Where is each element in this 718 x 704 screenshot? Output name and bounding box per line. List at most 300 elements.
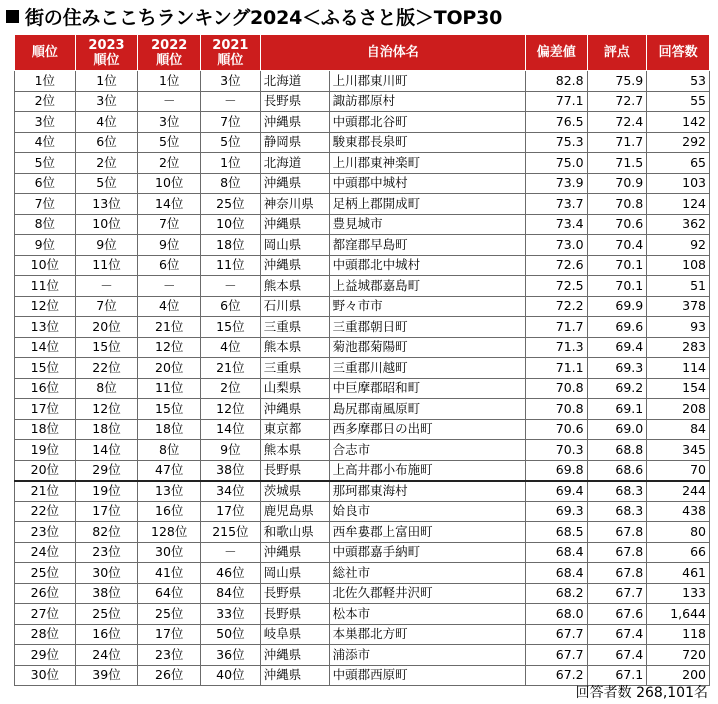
score-cell: 70.9 (587, 173, 647, 194)
prefecture-cell: 茨城県 (260, 481, 329, 502)
city-cell: 西牟婁郡上富田町 (329, 522, 525, 543)
prefecture-cell: 鹿児島県 (260, 501, 329, 522)
header-municipality: 自治体名 (260, 35, 525, 71)
header-score: 評点 (587, 35, 647, 71)
rank-2021-cell: 11位 (201, 255, 261, 276)
rank-2022-cell: 21位 (138, 317, 201, 338)
rank-2022-cell: 17位 (138, 624, 201, 645)
rank-cell: 25位 (15, 563, 76, 584)
header-2022-rank: 2022 順位 (138, 35, 201, 71)
rank-2022-cell: 41位 (138, 563, 201, 584)
rank-2022-cell: 30位 (138, 542, 201, 563)
rank-2021-cell: － (201, 542, 261, 563)
score-cell: 71.7 (587, 132, 647, 153)
respondent-total: 回答者数 268,101名 (575, 685, 708, 701)
rank-2021-cell: 5位 (201, 132, 261, 153)
rank-2021-cell: 4位 (201, 337, 261, 358)
city-cell: 中頭郡嘉手納町 (329, 542, 525, 563)
rank-2023-cell: 2位 (75, 153, 138, 174)
rank-2021-cell: 2位 (201, 378, 261, 399)
prefecture-cell: 岡山県 (260, 563, 329, 584)
responses-cell: 345 (647, 440, 710, 461)
rank-2021-cell: 25位 (201, 194, 261, 215)
responses-cell: 92 (647, 235, 710, 256)
city-cell: 島尻郡南風原町 (329, 399, 525, 420)
rank-2023-cell: 39位 (75, 665, 138, 686)
rank-2021-cell: 84位 (201, 583, 261, 604)
rank-2021-cell: 17位 (201, 501, 261, 522)
rank-2021-cell: － (201, 276, 261, 297)
rank-2022-cell: 64位 (138, 583, 201, 604)
rank-cell: 13位 (15, 317, 76, 338)
city-cell: 西多摩郡日の出町 (329, 419, 525, 440)
responses-cell: 118 (647, 624, 710, 645)
score-cell: 67.7 (587, 583, 647, 604)
score-cell: 67.4 (587, 624, 647, 645)
deviation-cell: 70.8 (525, 399, 587, 420)
deviation-cell: 69.3 (525, 501, 587, 522)
rank-2023-cell: － (75, 276, 138, 297)
responses-cell: 51 (647, 276, 710, 297)
rank-2022-cell: 18位 (138, 419, 201, 440)
score-cell: 67.4 (587, 645, 647, 666)
score-cell: 72.4 (587, 112, 647, 133)
city-cell: 菊池郡菊陽町 (329, 337, 525, 358)
city-cell: 中頭郡北谷町 (329, 112, 525, 133)
deviation-cell: 70.3 (525, 440, 587, 461)
header-rank: 順位 (15, 35, 76, 71)
prefecture-cell: 静岡県 (260, 132, 329, 153)
table-row (15, 460, 710, 481)
deviation-cell: 75.3 (525, 132, 587, 153)
table-row (15, 276, 710, 297)
table-row (15, 235, 710, 256)
rank-cell: 1位 (15, 71, 76, 92)
table-row (15, 624, 710, 645)
header-responses: 回答数 (647, 35, 710, 71)
rank-cell: 19位 (15, 440, 76, 461)
rank-2021-cell: 1位 (201, 153, 261, 174)
rank-2021-cell: 3位 (201, 71, 261, 92)
responses-cell: 93 (647, 317, 710, 338)
rank-2023-cell: 5位 (75, 173, 138, 194)
table-row (15, 317, 710, 338)
rank-cell: 6位 (15, 173, 76, 194)
deviation-cell: 72.6 (525, 255, 587, 276)
deviation-cell: 77.1 (525, 91, 587, 112)
rank-2023-cell: 9位 (75, 235, 138, 256)
rank-2021-cell: 9位 (201, 440, 261, 461)
prefecture-cell: 沖縄県 (260, 645, 329, 666)
rank-cell: 29位 (15, 645, 76, 666)
rank-2022-cell: 16位 (138, 501, 201, 522)
city-cell: 那珂郡東海村 (329, 481, 525, 502)
deviation-cell: 71.7 (525, 317, 587, 338)
header-deviation: 偏差値 (525, 35, 587, 71)
responses-cell: 438 (647, 501, 710, 522)
city-cell: 上益城郡嘉島町 (329, 276, 525, 297)
rank-2023-cell: 82位 (75, 522, 138, 543)
rank-2021-cell: 12位 (201, 399, 261, 420)
city-cell: 中頭郡中城村 (329, 173, 525, 194)
deviation-cell: 76.5 (525, 112, 587, 133)
rank-2021-cell: 6位 (201, 296, 261, 317)
responses-cell: 292 (647, 132, 710, 153)
rank-2022-cell: 11位 (138, 378, 201, 399)
rank-2022-cell: 26位 (138, 665, 201, 686)
rank-cell: 27位 (15, 604, 76, 625)
rank-cell: 10位 (15, 255, 76, 276)
rank-2022-cell: 12位 (138, 337, 201, 358)
responses-cell: 200 (647, 665, 710, 686)
deviation-cell: 68.4 (525, 563, 587, 584)
rank-cell: 24位 (15, 542, 76, 563)
table-row (15, 522, 710, 543)
responses-cell: 208 (647, 399, 710, 420)
city-cell: 総社市 (329, 563, 525, 584)
deviation-cell: 75.0 (525, 153, 587, 174)
city-cell: 三重郡朝日町 (329, 317, 525, 338)
responses-cell: 154 (647, 378, 710, 399)
rank-2023-cell: 19位 (75, 481, 138, 502)
score-cell: 68.3 (587, 481, 647, 502)
responses-cell: 244 (647, 481, 710, 502)
rank-cell: 26位 (15, 583, 76, 604)
score-cell: 69.4 (587, 337, 647, 358)
responses-cell: 66 (647, 542, 710, 563)
rank-2022-cell: 8位 (138, 440, 201, 461)
rank-2023-cell: 14位 (75, 440, 138, 461)
table-row (15, 358, 710, 379)
rank-cell: 30位 (15, 665, 76, 686)
responses-cell: 283 (647, 337, 710, 358)
table-row (15, 501, 710, 522)
rank-2022-cell: 3位 (138, 112, 201, 133)
deviation-cell: 72.2 (525, 296, 587, 317)
rank-2022-cell: 25位 (138, 604, 201, 625)
city-cell: 上川郡東神楽町 (329, 153, 525, 174)
rank-2021-cell: 46位 (201, 563, 261, 584)
deviation-cell: 73.0 (525, 235, 587, 256)
deviation-cell: 70.6 (525, 419, 587, 440)
responses-cell: 55 (647, 91, 710, 112)
deviation-cell: 68.5 (525, 522, 587, 543)
score-cell: 67.6 (587, 604, 647, 625)
prefecture-cell: 沖縄県 (260, 214, 329, 235)
rank-2023-cell: 11位 (75, 255, 138, 276)
deviation-cell: 71.3 (525, 337, 587, 358)
deviation-cell: 70.8 (525, 378, 587, 399)
rank-2023-cell: 4位 (75, 112, 138, 133)
city-cell: 中頭郡西原町 (329, 665, 525, 686)
score-cell: 69.1 (587, 399, 647, 420)
rank-cell: 4位 (15, 132, 76, 153)
prefecture-cell: 東京都 (260, 419, 329, 440)
city-cell: 浦添市 (329, 645, 525, 666)
rank-cell: 5位 (15, 153, 76, 174)
prefecture-cell: 熊本県 (260, 276, 329, 297)
city-cell: 合志市 (329, 440, 525, 461)
rank-2023-cell: 10位 (75, 214, 138, 235)
city-cell: 三重郡川越町 (329, 358, 525, 379)
rank-2023-cell: 18位 (75, 419, 138, 440)
table-row (15, 542, 710, 563)
rank-2021-cell: 8位 (201, 173, 261, 194)
score-cell: 68.6 (587, 460, 647, 481)
city-cell: 本巣郡北方町 (329, 624, 525, 645)
table-row (15, 419, 710, 440)
rank-2023-cell: 29位 (75, 460, 138, 481)
title-row (6, 3, 502, 29)
prefecture-cell: 長野県 (260, 460, 329, 481)
responses-cell: 70 (647, 460, 710, 481)
responses-cell: 362 (647, 214, 710, 235)
table-row (15, 296, 710, 317)
responses-cell: 133 (647, 583, 710, 604)
score-cell: 69.9 (587, 296, 647, 317)
rank-2021-cell: 15位 (201, 317, 261, 338)
prefecture-cell: 沖縄県 (260, 255, 329, 276)
deviation-cell: 67.7 (525, 645, 587, 666)
table-row (15, 112, 710, 133)
table-row (15, 153, 710, 174)
rank-2023-cell: 6位 (75, 132, 138, 153)
table-row (15, 132, 710, 153)
city-cell: 都窪郡早島町 (329, 235, 525, 256)
responses-cell: 103 (647, 173, 710, 194)
prefecture-cell: 三重県 (260, 358, 329, 379)
deviation-cell: 71.1 (525, 358, 587, 379)
deviation-cell: 72.5 (525, 276, 587, 297)
rank-cell: 14位 (15, 337, 76, 358)
rank-cell: 2位 (15, 91, 76, 112)
rank-2021-cell: 18位 (201, 235, 261, 256)
prefecture-cell: 山梨県 (260, 378, 329, 399)
rank-cell: 21位 (15, 481, 76, 502)
rank-2023-cell: 24位 (75, 645, 138, 666)
city-cell: 上高井郡小布施町 (329, 460, 525, 481)
rank-2021-cell: － (201, 91, 261, 112)
responses-cell: 461 (647, 563, 710, 584)
square-bullet-icon (6, 10, 19, 23)
responses-cell: 1,644 (647, 604, 710, 625)
city-cell: 松本市 (329, 604, 525, 625)
score-cell: 67.8 (587, 563, 647, 584)
city-cell: 中巨摩郡昭和町 (329, 378, 525, 399)
ranking-table (14, 34, 710, 686)
rank-2022-cell: 7位 (138, 214, 201, 235)
rank-2022-cell: 2位 (138, 153, 201, 174)
responses-cell: 80 (647, 522, 710, 543)
prefecture-cell: 和歌山県 (260, 522, 329, 543)
score-cell: 75.9 (587, 71, 647, 92)
rank-2022-cell: 9位 (138, 235, 201, 256)
score-cell: 69.6 (587, 317, 647, 338)
score-cell: 70.6 (587, 214, 647, 235)
rank-2023-cell: 22位 (75, 358, 138, 379)
prefecture-cell: 沖縄県 (260, 173, 329, 194)
score-cell: 69.3 (587, 358, 647, 379)
rank-2022-cell: 47位 (138, 460, 201, 481)
rank-2022-cell: 20位 (138, 358, 201, 379)
table-row (15, 194, 710, 215)
score-cell: 68.3 (587, 501, 647, 522)
table-row (15, 563, 710, 584)
responses-cell: 142 (647, 112, 710, 133)
rank-2022-cell: 1位 (138, 71, 201, 92)
responses-cell: 124 (647, 194, 710, 215)
table-row (15, 399, 710, 420)
city-cell: 足柄上郡開成町 (329, 194, 525, 215)
rank-2021-cell: 38位 (201, 460, 261, 481)
rank-2022-cell: － (138, 91, 201, 112)
rank-2021-cell: 21位 (201, 358, 261, 379)
rank-2022-cell: 14位 (138, 194, 201, 215)
table-row (15, 71, 710, 92)
page-title: 街の住みここちランキング2024＜ふるさと版＞TOP30 (25, 6, 503, 29)
rank-cell: 22位 (15, 501, 76, 522)
rank-2022-cell: 13位 (138, 481, 201, 502)
rank-cell: 11位 (15, 276, 76, 297)
deviation-cell: 73.9 (525, 173, 587, 194)
prefecture-cell: 沖縄県 (260, 399, 329, 420)
score-cell: 67.8 (587, 542, 647, 563)
rank-2023-cell: 20位 (75, 317, 138, 338)
table-row (15, 645, 710, 666)
rank-cell: 23位 (15, 522, 76, 543)
score-cell: 70.8 (587, 194, 647, 215)
rank-2021-cell: 36位 (201, 645, 261, 666)
rank-2023-cell: 17位 (75, 501, 138, 522)
table-header-row (15, 35, 710, 71)
rank-2022-cell: 15位 (138, 399, 201, 420)
score-cell: 72.7 (587, 91, 647, 112)
table-row (15, 604, 710, 625)
rank-2023-cell: 23位 (75, 542, 138, 563)
score-cell: 67.1 (587, 665, 647, 686)
score-cell: 69.0 (587, 419, 647, 440)
rank-2023-cell: 38位 (75, 583, 138, 604)
responses-cell: 84 (647, 419, 710, 440)
rank-2023-cell: 7位 (75, 296, 138, 317)
deviation-cell: 69.8 (525, 460, 587, 481)
table-row (15, 173, 710, 194)
city-cell: 豊見城市 (329, 214, 525, 235)
rank-cell: 9位 (15, 235, 76, 256)
rank-cell: 18位 (15, 419, 76, 440)
rank-2022-cell: 10位 (138, 173, 201, 194)
city-cell: 諏訪郡原村 (329, 91, 525, 112)
city-cell: 上川郡東川町 (329, 71, 525, 92)
table-row (15, 481, 710, 502)
prefecture-cell: 石川県 (260, 296, 329, 317)
score-cell: 70.4 (587, 235, 647, 256)
prefecture-cell: 長野県 (260, 583, 329, 604)
score-cell: 69.2 (587, 378, 647, 399)
rank-2023-cell: 15位 (75, 337, 138, 358)
deviation-cell: 69.4 (525, 481, 587, 502)
rank-2021-cell: 215位 (201, 522, 261, 543)
score-cell: 70.1 (587, 276, 647, 297)
rank-2022-cell: － (138, 276, 201, 297)
prefecture-cell: 熊本県 (260, 337, 329, 358)
rank-cell: 12位 (15, 296, 76, 317)
rank-2021-cell: 50位 (201, 624, 261, 645)
prefecture-cell: 長野県 (260, 91, 329, 112)
score-cell: 68.8 (587, 440, 647, 461)
rank-2021-cell: 40位 (201, 665, 261, 686)
rank-cell: 20位 (15, 460, 76, 481)
prefecture-cell: 熊本県 (260, 440, 329, 461)
prefecture-cell: 岡山県 (260, 235, 329, 256)
rank-2022-cell: 5位 (138, 132, 201, 153)
responses-cell: 114 (647, 358, 710, 379)
deviation-cell: 67.7 (525, 624, 587, 645)
deviation-cell: 67.2 (525, 665, 587, 686)
deviation-cell: 68.4 (525, 542, 587, 563)
rank-2021-cell: 33位 (201, 604, 261, 625)
table-row (15, 378, 710, 399)
rank-2022-cell: 128位 (138, 522, 201, 543)
prefecture-cell: 長野県 (260, 604, 329, 625)
responses-cell: 378 (647, 296, 710, 317)
rank-2023-cell: 13位 (75, 194, 138, 215)
rank-2021-cell: 34位 (201, 481, 261, 502)
rank-2023-cell: 12位 (75, 399, 138, 420)
rank-2023-cell: 25位 (75, 604, 138, 625)
city-cell: 姶良市 (329, 501, 525, 522)
deviation-cell: 82.8 (525, 71, 587, 92)
responses-cell: 65 (647, 153, 710, 174)
rank-2023-cell: 1位 (75, 71, 138, 92)
responses-cell: 53 (647, 71, 710, 92)
rank-2023-cell: 16位 (75, 624, 138, 645)
prefecture-cell: 沖縄県 (260, 112, 329, 133)
prefecture-cell: 沖縄県 (260, 542, 329, 563)
deviation-cell: 73.4 (525, 214, 587, 235)
rank-2023-cell: 3位 (75, 91, 138, 112)
prefecture-cell: 神奈川県 (260, 194, 329, 215)
score-cell: 70.1 (587, 255, 647, 276)
table-row (15, 91, 710, 112)
rank-cell: 16位 (15, 378, 76, 399)
score-cell: 67.8 (587, 522, 647, 543)
deviation-cell: 68.2 (525, 583, 587, 604)
prefecture-cell: 沖縄県 (260, 665, 329, 686)
header-2021-rank: 2021 順位 (201, 35, 261, 71)
table-row (15, 255, 710, 276)
deviation-cell: 68.0 (525, 604, 587, 625)
header-2023-rank: 2023 順位 (75, 35, 138, 71)
rank-2023-cell: 30位 (75, 563, 138, 584)
rank-cell: 15位 (15, 358, 76, 379)
prefecture-cell: 北海道 (260, 71, 329, 92)
table-row (15, 337, 710, 358)
prefecture-cell: 北海道 (260, 153, 329, 174)
rank-2021-cell: 14位 (201, 419, 261, 440)
city-cell: 駿東郡長泉町 (329, 132, 525, 153)
responses-cell: 108 (647, 255, 710, 276)
table-row (15, 214, 710, 235)
rank-2022-cell: 23位 (138, 645, 201, 666)
rank-cell: 7位 (15, 194, 76, 215)
table-row (15, 583, 710, 604)
table-row (15, 440, 710, 461)
city-cell: 中頭郡北中城村 (329, 255, 525, 276)
rank-cell: 3位 (15, 112, 76, 133)
rank-2023-cell: 8位 (75, 378, 138, 399)
score-cell: 71.5 (587, 153, 647, 174)
